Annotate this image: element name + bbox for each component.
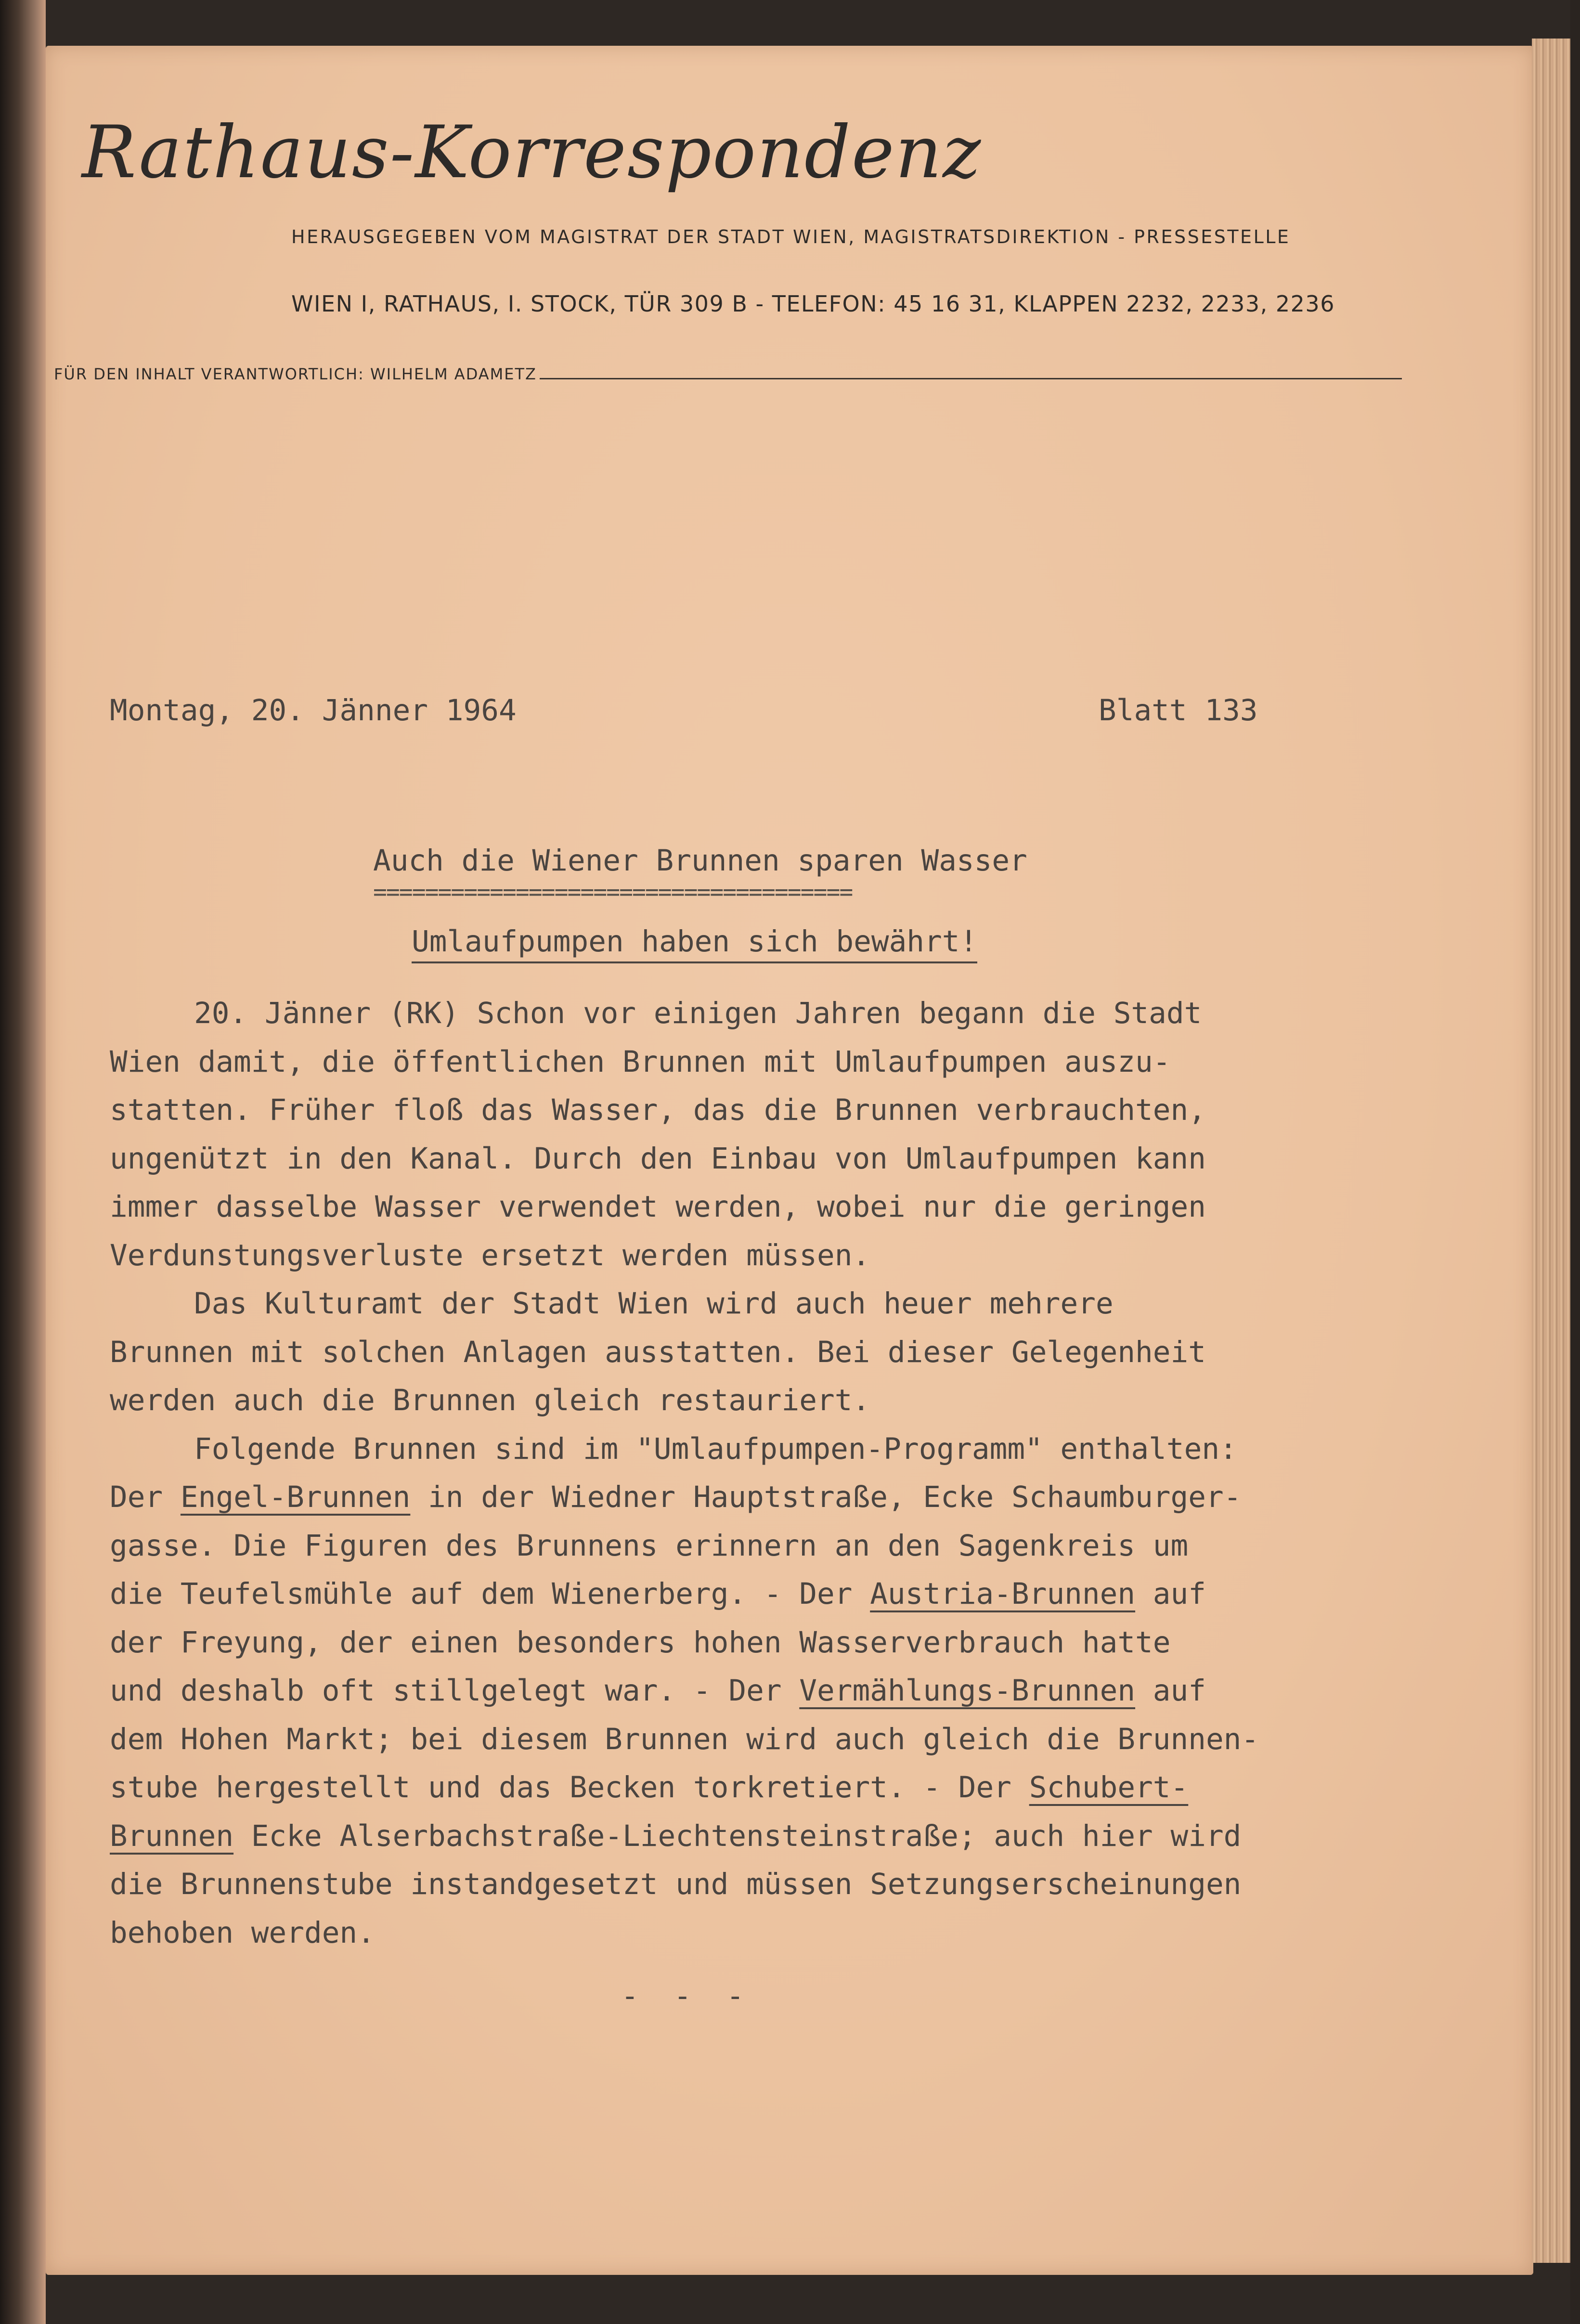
text-line: 20. Jänner (RK) Schon vor einigen Jahren begann die Stadt xyxy=(194,996,1202,1030)
text-run: die Teufelsmühle auf dem Wienerberg. - Der xyxy=(110,1577,870,1611)
fountain-name-schubert: Schubert- xyxy=(1029,1770,1189,1805)
masthead-title: Rathaus-Korrespondenz xyxy=(82,111,982,195)
fountain-name-austria: Austria-Brunnen xyxy=(870,1577,1136,1611)
text-line: ungenützt in den Kanal. Durch den Einbau von Umlaufpumpen kann xyxy=(110,1141,1206,1176)
text-line: Folgende Brunnen sind im "Umlaufpumpen-Programm" enthalten: xyxy=(194,1431,1237,1466)
text-line: gasse. Die Figuren des Brunnens erinnern an den Sagenkreis um xyxy=(110,1528,1189,1563)
end-marks: - - - xyxy=(621,1979,753,2013)
text-run: auf xyxy=(1135,1674,1206,1708)
text-line: Brunnen mit solchen Anlagen ausstatten. Bei dieser Gelegenheit xyxy=(110,1335,1206,1369)
text-line: werden auch die Brunnen gleich restauriert. xyxy=(110,1383,870,1417)
article-title: Auch die Wiener Brunnen sparen Wasser xyxy=(373,844,1027,878)
text-line xyxy=(110,1764,1410,1812)
text-line: immer dasselbe Wasser verwendet werden, wobei nur die geringen xyxy=(110,1190,1206,1224)
text-line: behoben werden. xyxy=(110,1915,375,1950)
responsible-label: FÜR DEN INHALT VERANTWORTLICH: WILHELM ADAMETZ xyxy=(54,365,537,383)
text-line xyxy=(110,1667,1410,1715)
text-line: Verdunstungsverluste ersetzt werden müssen. xyxy=(110,1238,870,1272)
text-line: der Freyung, der einen besonders hohen Wasserverbrauch hatte xyxy=(110,1625,1171,1660)
book-binding xyxy=(0,0,46,2324)
sheet-number: Blatt 133 xyxy=(1099,693,1258,727)
text-run: in der Wiedner Hauptstraße, Ecke Schaumburger- xyxy=(410,1480,1242,1514)
text-run: stube hergestellt und das Becken torkretiert. - Der xyxy=(110,1770,1029,1805)
header-rule xyxy=(540,378,1402,379)
text-run: und deshalb oft stillgelegt war. - Der xyxy=(110,1674,800,1708)
address-line: WIEN I, RATHAUS, I. STOCK, TÜR 309 B - TELEFON: 45 16 31, KLAPPEN 2232, 2233, 2236 xyxy=(291,291,1335,317)
text-line: dem Hohen Markt; bei diesem Brunnen wird auch gleich die Brunnen- xyxy=(110,1722,1259,1756)
title-double-rule: ===================================== xyxy=(373,879,853,906)
article-body xyxy=(110,989,1410,1957)
text-run: auf xyxy=(1135,1577,1206,1611)
text-line xyxy=(110,1570,1410,1619)
text-line: Wien damit, die öffentlichen Brunnen mit Umlaufpumpen auszu- xyxy=(110,1044,1171,1079)
text-line xyxy=(110,1473,1410,1522)
fountain-name-engel: Engel-Brunnen xyxy=(180,1480,411,1514)
background-edge xyxy=(1570,0,1580,2324)
publisher-line: HERAUSGEGEBEN VOM MAGISTRAT DER STADT WIEN, MAGISTRATSDIREKTION - PRESSESTELLE xyxy=(291,226,1291,247)
text-line: Das Kulturamt der Stadt Wien wird auch heuer mehrere xyxy=(194,1286,1114,1321)
article-subtitle: Umlaufpumpen haben sich bewährt! xyxy=(412,924,977,963)
text-run: Der xyxy=(110,1480,181,1514)
fountain-name-vermaehlung: Vermählungs-Brunnen xyxy=(799,1674,1136,1708)
text-line xyxy=(110,1812,1410,1861)
responsible-row xyxy=(54,365,1402,383)
fountain-name-schubert-cont: Brunnen xyxy=(110,1818,234,1853)
text-line: statten. Früher floß das Wasser, das die Brunnen verbrauchten, xyxy=(110,1093,1206,1127)
text-line: die Brunnenstube instandgesetzt und müssen Setzungserscheinungen xyxy=(110,1867,1242,1901)
text-run: Ecke Alserbachstraße-Liechtensteinstraße; auch hier wird xyxy=(233,1818,1242,1853)
dateline: Montag, 20. Jänner 1964 xyxy=(110,693,517,727)
